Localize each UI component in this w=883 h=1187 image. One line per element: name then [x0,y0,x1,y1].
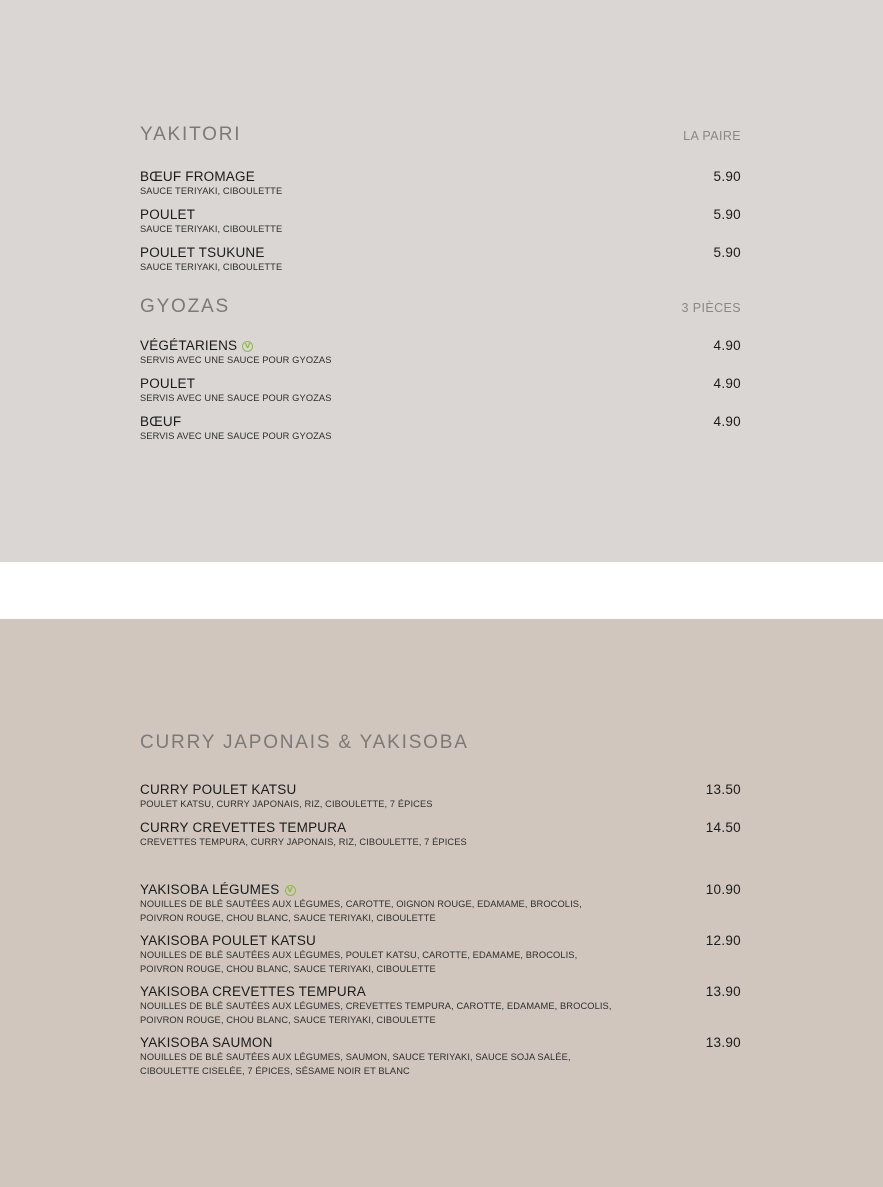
item-price: 4.90 [713,414,741,429]
menu-item [140,338,741,368]
menu-item [140,782,741,812]
menu-item [140,820,741,850]
item-description: SAUCE TERIYAKI, CIBOULETTE [140,186,283,196]
item-price: 12.90 [705,933,741,948]
menu-item [140,169,741,199]
menu-item [140,984,741,1027]
item-price: 4.90 [713,338,741,353]
item-description: SERVIS AVEC UNE SAUCE POUR GYOZAS [140,355,332,365]
item-name-row [140,338,741,354]
item-description: SERVIS AVEC UNE SAUCE POUR GYOZAS [140,431,332,441]
item-price: 13.50 [705,782,741,797]
item-name: POULET TSUKUNE [140,245,265,260]
item-price: 5.90 [713,169,741,184]
item-description: SAUCE TERIYAKI, CIBOULETTE [140,262,283,272]
vegetarian-icon: V [242,341,253,352]
item-description: POULET KATSU, CURRY JAPONAIS, RIZ, CIBOULETTE, 7 ÉPICES [140,799,433,809]
item-name: YAKISOBA POULET KATSU [140,933,317,948]
item-description: SERVIS AVEC UNE SAUCE POUR GYOZAS [140,393,332,403]
menu-item [140,414,741,444]
item-name: BŒUF FROMAGE [140,169,255,184]
item-name: CURRY CREVETTES TEMPURA [140,820,347,835]
item-description-line: POIVRON ROUGE, CHOU BLANC, SAUCE TERIYAKI, CIBOULETTE [140,912,436,923]
section-title: YAKITORI [140,124,242,145]
menu-item [140,882,741,925]
menu-item [140,207,741,237]
menu-panel-top [0,0,883,562]
item-description-line: POIVRON ROUGE, CHOU BLANC, SAUCE TERIYAKI, CIBOULETTE [140,1014,436,1025]
item-price: 5.90 [713,207,741,222]
gyozas-header [140,296,741,320]
item-description-line: CIBOULETTE CISELÉE, 7 ÉPICES, SÉSAME NOIR ET BLANC [140,1065,410,1076]
item-name-row [140,882,741,898]
menu-item [140,933,741,976]
item-name: YAKISOBA SAUMON [140,1035,273,1050]
vegetarian-icon: V [285,885,296,896]
item-description-line: POIVRON ROUGE, CHOU BLANC, SAUCE TERIYAKI, CIBOULETTE [140,963,436,974]
item-name: CURRY POULET KATSU [140,782,297,797]
item-name: POULET [140,376,196,391]
curry-header [140,732,741,756]
menu-item [140,1035,741,1078]
section-note: 3 PIÈCES [681,301,741,315]
item-name: VÉGÉTARIENS [140,338,238,353]
item-description-line: NOUILLES DE BLÉ SAUTÉES AUX LÉGUMES, POULET KATSU, CAROTTE, EDAMAME, BROCOLIS, [140,950,578,960]
item-description: SAUCE TERIYAKI, CIBOULETTE [140,224,283,234]
menu-item [140,245,741,275]
item-name: YAKISOBA LÉGUMES [140,882,280,897]
item-name: POULET [140,207,196,222]
item-name: YAKISOBA CREVETTES TEMPURA [140,984,367,999]
item-price: 4.90 [713,376,741,391]
item-name: BŒUF [140,414,182,429]
item-price: 5.90 [713,245,741,260]
menu-panel-bottom [0,619,883,1187]
item-price: 14.50 [705,820,741,835]
item-price: 13.90 [705,1035,741,1050]
yakitori-header [140,124,741,148]
item-description-line: NOUILLES DE BLÉ SAUTÉES AUX LÉGUMES, SAUMON, SAUCE TERIYAKI, SAUCE SOJA SALÉE, [140,1052,571,1062]
section-note: LA PAIRE [683,129,741,143]
menu-item [140,376,741,406]
item-description-line: NOUILLES DE BLÉ SAUTÉES AUX LÉGUMES, CREVETTES TEMPURA, CAROTTE, EDAMAME, BROCOLIS, [140,1001,612,1011]
item-description: CREVETTES TEMPURA, CURRY JAPONAIS, RIZ, CIBOULETTE, 7 ÉPICES [140,837,467,847]
section-title: CURRY JAPONAIS & YAKISOBA [140,732,469,753]
section-title: GYOZAS [140,296,230,317]
item-price: 10.90 [705,882,741,897]
item-description-line: NOUILLES DE BLÉ SAUTÉES AUX LÉGUMES, CAROTTE, OIGNON ROUGE, EDAMAME, BROCOLIS, [140,899,582,909]
item-price: 13.90 [705,984,741,999]
